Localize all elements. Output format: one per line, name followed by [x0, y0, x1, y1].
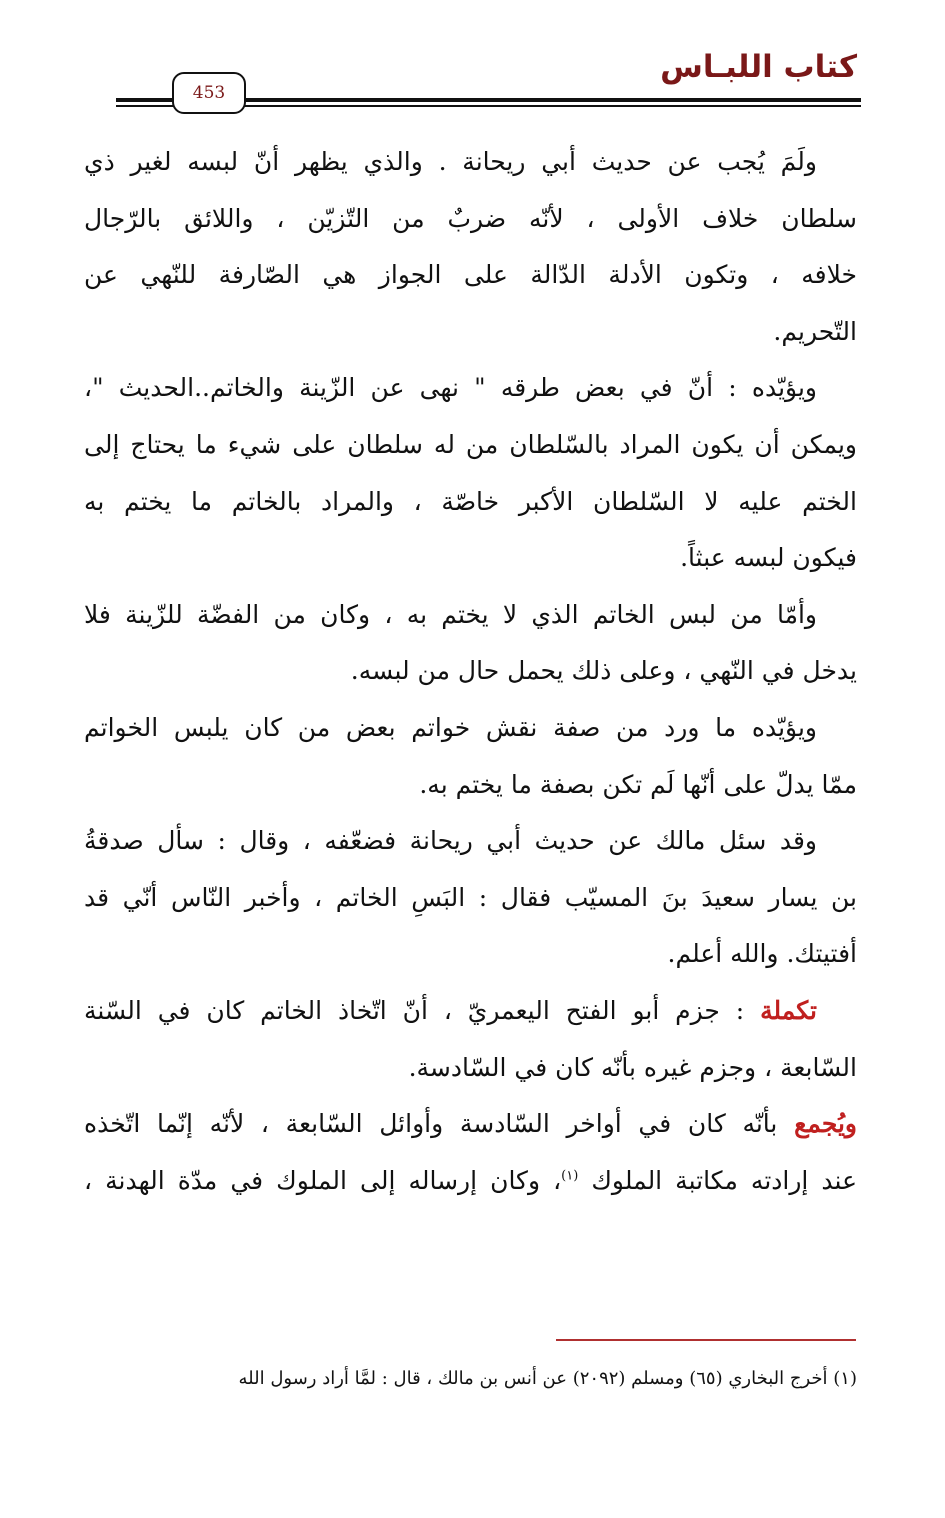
text-fragment: ، وكان إرساله إلى الملوك في مدّة الهدنة ،: [84, 1165, 562, 1195]
text-line: فيكون لبسه عبثاً.: [680, 543, 857, 573]
body-text: [84, 134, 857, 1209]
text-line: بن يسار سعيدَ بنَ المسيّب فقال : البَسِ الخاتم ، وأخبر النّاس أنّي قد: [84, 882, 857, 912]
text-line: ولَمَ يُجب عن حديث أبي ريحانة . والذي يظهر أنّ لبسه لغير ذي: [84, 147, 817, 176]
text-line: ويمكن أن يكون المراد بالسّلطان من له سلطان على شيء ما يحتاج إلى: [84, 429, 857, 459]
text-fragment: : جزم أبو الفتح اليعمريّ ، أنّ اتّخاذ الخاتم كان في السّنة: [84, 995, 761, 1025]
page-number: 453: [172, 72, 246, 114]
text-line: ممّا يدلّ على أنّها لَم تكن بصفة ما يختم به.: [419, 769, 857, 799]
text-line: أفتيتك. والله أعلم.: [667, 939, 857, 969]
highlight-term: ويُجمع: [794, 1109, 857, 1139]
text-fragment: عند إرادته مكاتبة الملوك: [578, 1165, 857, 1195]
book-title: كتاب اللبـاس: [660, 49, 857, 85]
text-line: وأمّا من لبس الخاتم الذي لا يختم به ، وكان من الفضّة للزّينة فلا: [84, 599, 817, 629]
text-line: [84, 1096, 857, 1153]
text-line: [84, 1153, 857, 1210]
text-line: سلطان خلاف الأولى ، لأنّه ضربٌ من التّزيّن ، واللائق بالرّجال: [84, 203, 857, 233]
text-line: يدخل في النّهي ، وعلى ذلك يحمل حال من لبسه.: [350, 656, 857, 686]
footnote-reference[interactable]: (١): [561, 1168, 579, 1184]
text-line: السّابعة ، وجزم غيره بأنّه كان في السّادسة.: [408, 1052, 857, 1082]
highlight-term: تكملة: [760, 995, 817, 1025]
text-line: التّحريم.: [773, 316, 857, 346]
text-fragment: بأنّه كان في أواخر السّادسة وأوائل السّابعة ، لأنّه إنّما اتّخذه: [84, 1109, 795, 1139]
text-line: ويؤيّده : أنّ في بعض طرقه " نهى عن الزّينة والخاتم..الحديث "،: [84, 373, 817, 403]
text-line: [84, 983, 857, 1040]
text-line: ويؤيّده ما ورد من صفة نقش خواتم بعض من كان يلبس الخواتم: [84, 712, 817, 742]
text-line: الختم عليه لا السّلطان الأكبر خاصّة ، والمراد بالخاتم ما يختم به: [84, 486, 857, 516]
text-line: خلافه ، وتكون الأدلة الدّالة على الجواز هي الصّارفة للنّهي عن: [84, 260, 857, 290]
text-line: وقد سئل مالك عن حديث أبي ريحانة فضعّفه ، وقال : سأل صدقةُ: [84, 826, 817, 856]
footnote-divider: [556, 1339, 856, 1341]
footnote: (١) أخرج البخاري (٦٥) ومسلم (٢٠٩٢) عن أنس بن مالك ، قال : لمَّا أراد رسول الله: [238, 1368, 857, 1389]
